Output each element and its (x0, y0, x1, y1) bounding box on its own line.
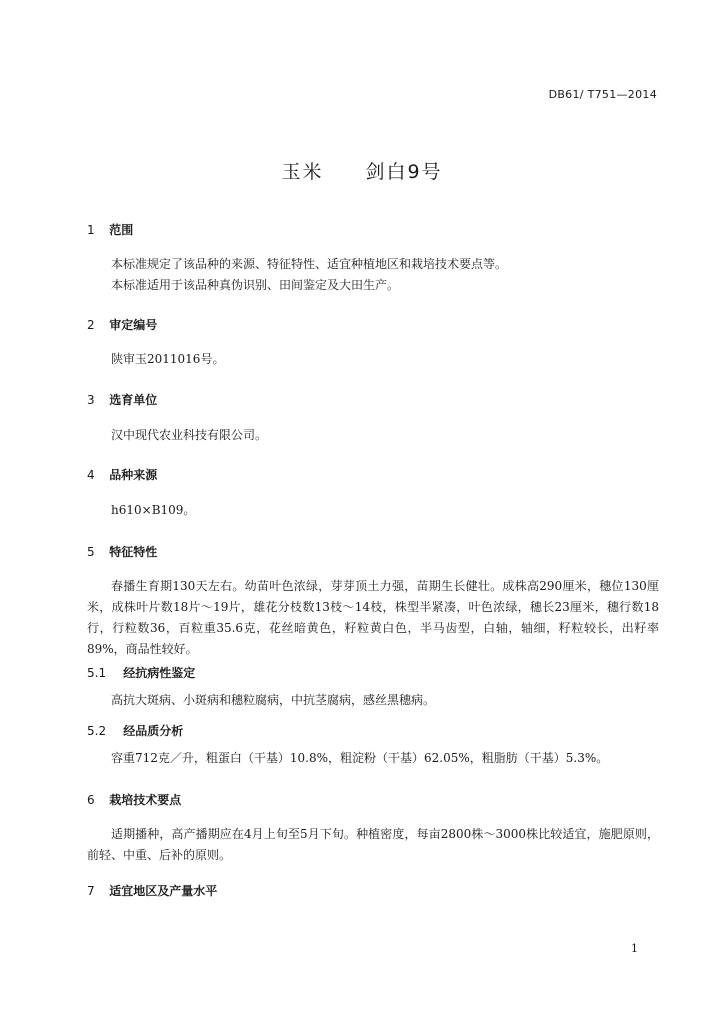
section-title: 审定编号 (109, 318, 158, 332)
section-6-heading (87, 791, 181, 808)
section-5-2-paragraph-1: 容重712克／升，粗蛋白（干基）10.8%，粗淀粉（干基）62.05%，粗脂肪（干基）5.3%。 (111, 751, 609, 765)
section-number: 6 (87, 793, 95, 807)
section-number: 2 (87, 318, 95, 332)
section-title: 特征特性 (109, 545, 158, 559)
section-title: 适宜地区及产量水平 (109, 884, 218, 898)
section-number: 5.2 (87, 724, 107, 738)
section-4-paragraph-1: h610×B109。 (111, 503, 196, 517)
section-number: 7 (87, 884, 95, 898)
section-2-paragraph-1: 陕审玉2011016号。 (111, 352, 225, 366)
section-number: 1 (87, 223, 95, 237)
section-number: 3 (87, 393, 95, 407)
section-5-2-heading (87, 722, 183, 739)
section-1-paragraph-1: 本标准规定了该品种的来源、特征特性、适宜种植地区和栽培技术要点等。 (111, 257, 508, 271)
section-title: 栽培技术要点 (109, 793, 182, 807)
section-number: 5 (87, 545, 95, 559)
section-5-1-paragraph-1: 高抗大斑病、小斑病和穗粒腐病，中抗茎腐病，感丝黑穗病。 (111, 693, 436, 707)
section-title: 范围 (109, 223, 134, 237)
section-title: 品种来源 (109, 468, 158, 482)
document-title: 玉米 剑白9号 (281, 161, 443, 183)
section-7-heading (87, 882, 217, 899)
section-title: 经品质分析 (123, 724, 184, 738)
section-1-paragraph-2: 本标准适用于该品种真伪识别、田间鉴定及大田生产。 (111, 278, 400, 292)
section-3-paragraph-1: 汉中现代农业科技有限公司。 (111, 428, 268, 442)
section-2-heading (87, 316, 157, 333)
section-5-paragraph-1: 春播生育期130天左右。幼苗叶色浓绿，芽芽顶土力强，苗期生长健壮。成株高290厘米，穗位130厘米，成株叶片数18片～19片，雄花分枝数13枝～14枝，株型半紧凑，叶色浓绿，穗长23厘米，穗行数18行，行粒数36，百粒重35.6克，花丝暗黄色，籽粒黄白色，半马齿型，白轴，轴细，籽粒较长，出籽率89%，商品性较好。 (87, 579, 659, 656)
section-5-1-heading (87, 664, 195, 681)
section-title: 经抗病性鉴定 (123, 666, 196, 680)
section-4-heading (87, 466, 157, 483)
section-5-heading (87, 543, 157, 560)
section-title: 选育单位 (109, 393, 158, 407)
section-number: 5.1 (87, 666, 107, 680)
section-1-heading (87, 221, 133, 238)
standard-code: DB61/ T751—2014 (548, 88, 657, 101)
section-number: 4 (87, 468, 95, 482)
page-number: 1 (631, 942, 638, 955)
section-3-heading (87, 391, 157, 408)
section-6-paragraph-1: 适期播种，高产播期应在4月上旬至5月下旬。种植密度，每亩2800株～3000株比较适宜，施肥原则，前轻、中重、后补的原则。 (87, 827, 659, 862)
